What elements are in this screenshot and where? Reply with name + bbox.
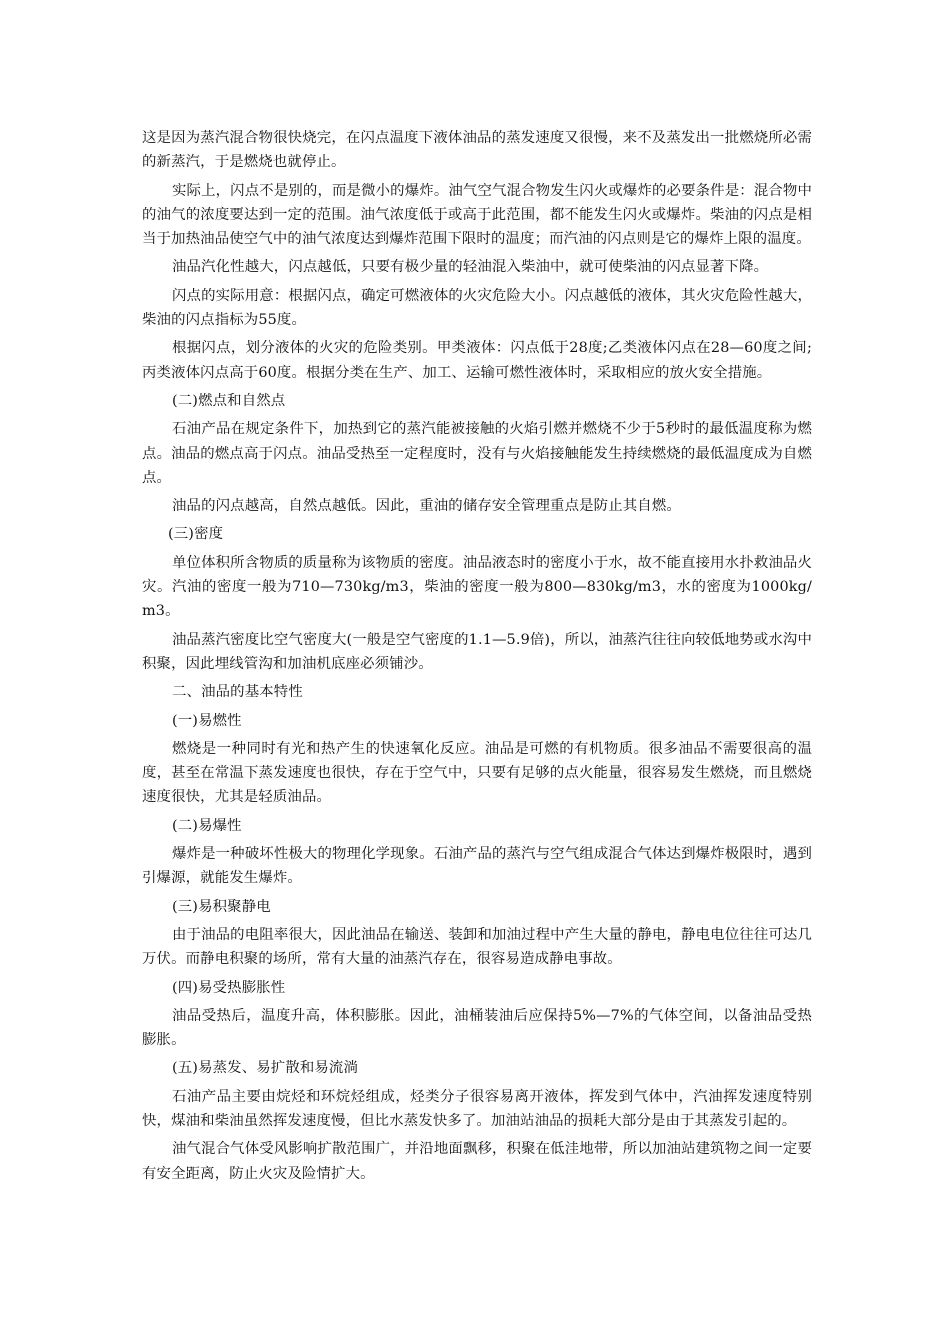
section-heading: (三)密度	[168, 526, 224, 543]
paragraph: 油气混合气体受风影响扩散范围广，并沿地面飘移，积聚在低洼地带，所以加油站建筑物之间一定要有安全距离，防止火灾及险情扩大。	[142, 1141, 812, 1182]
document-body	[142, 126, 812, 1190]
paragraph: 油品蒸汽密度比空气密度大(一般是空气密度的1.1—5.9倍)，所以，油蒸汽往往向较低地势或水沟中积聚，因此埋线管沟和加油机底座必须铺沙。	[142, 631, 812, 672]
paragraph: 根据闪点，划分液体的火灾的危险类别。甲类液体：闪点低于28度;乙类液体闪点在28—60度之间;丙类液体闪点高于60度。根据分类在生产、加工、运输可燃性液体时，采取相应的放火安全措施。	[142, 340, 812, 381]
section-heading: (一)易燃性	[172, 712, 242, 729]
chapter-heading: 二、油品的基本特性	[172, 684, 303, 701]
paragraph: 油品受热后，温度升高，体积膨胀。因此，油桶装油后应保持5%—7%的气体空间，以备油品受热膨胀。	[142, 1007, 812, 1049]
section-heading: (三)易积聚静电	[172, 898, 271, 915]
section-heading: (五)易蒸发、易扩散和易流淌	[172, 1060, 359, 1077]
paragraph: 石油产品主要由烷烃和环烷烃组成，烃类分子很容易离开液体，挥发到气体中，汽油挥发速度特别快，煤油和柴油虽然挥发速度慢，但比水蒸发快多了。加油站油品的损耗大部分是由于其蒸发引起的。	[142, 1088, 812, 1129]
section-heading: (四)易受热膨胀性	[172, 979, 286, 996]
paragraph: 实际上，闪点不是别的，而是微小的爆炸。油气空气混合物发生闪火或爆炸的必要条件是：混合物中的油气的浓度要达到一定的范围。油气浓度低于或高于此范围，都不能发生闪火或爆炸。柴油的闪点是相当于加热油品使空气中的油气浓度达到爆炸范围下限时的温度；而汽油的闪点则是它的爆炸上限的温度。	[142, 182, 812, 248]
paragraph: 单位体积所含物质的质量称为该物质的密度。油品液态时的密度小于水，故不能直接用水扑救油品火灾。汽油的密度一般为710—730kg/m3，柴油的密度一般为800—830kg/m3，水的密度为1000kg/m3。	[142, 554, 812, 620]
paragraph: 油品的闪点越高，自然点越低。因此，重油的储存安全管理重点是防止其自燃。	[172, 498, 681, 515]
paragraph: 闪点的实际用意：根据闪点，确定可燃液体的火灾危险大小。闪点越低的液体，其火灾危险性越大，柴油的闪点指标为55度。	[142, 287, 812, 329]
paragraph: 爆炸是一种破坏性极大的物理化学现象。石油产品的蒸汽与空气组成混合气体达到爆炸极限时，遇到引爆源，就能发生爆炸。	[142, 846, 812, 887]
section-heading: (二)燃点和自然点	[172, 392, 286, 409]
paragraph: 油品汽化性越大，闪点越低，只要有极少量的轻油混入柴油中，就可使柴油的闪点显著下降。	[172, 259, 769, 276]
paragraph: 燃烧是一种同时有光和热产生的快速氧化反应。油品是可燃的有机物质。很多油品不需要很高的温度，甚至在常温下蒸发速度也很快，存在于空气中，只要有足够的点火能量，很容易发生燃烧，而且燃烧速度很快，尤其是轻质油品。	[142, 740, 812, 806]
paragraph: 这是因为蒸汽混合物很快烧完，在闪点温度下液体油品的蒸发速度又很慢，来不及蒸发出一批燃烧所必需的新蒸汽，于是燃烧也就停止。	[142, 130, 812, 171]
section-heading: (二)易爆性	[172, 817, 242, 834]
paragraph: 石油产品在规定条件下，加热到它的蒸汽能被接触的火焰引燃并燃烧不少于5秒时的最低温度称为燃点。油品的燃点高于闪点。油品受热至一定程度时，没有与火焰接触能发生持续燃烧的最低温度成为自燃点。	[142, 421, 812, 486]
paragraph: 由于油品的电阻率很大，因此油品在输送、装卸和加油过程中产生大量的静电，静电电位往往可达几万伏。而静电积聚的场所，常有大量的油蒸汽存在，很容易造成静电事故。	[142, 926, 812, 968]
